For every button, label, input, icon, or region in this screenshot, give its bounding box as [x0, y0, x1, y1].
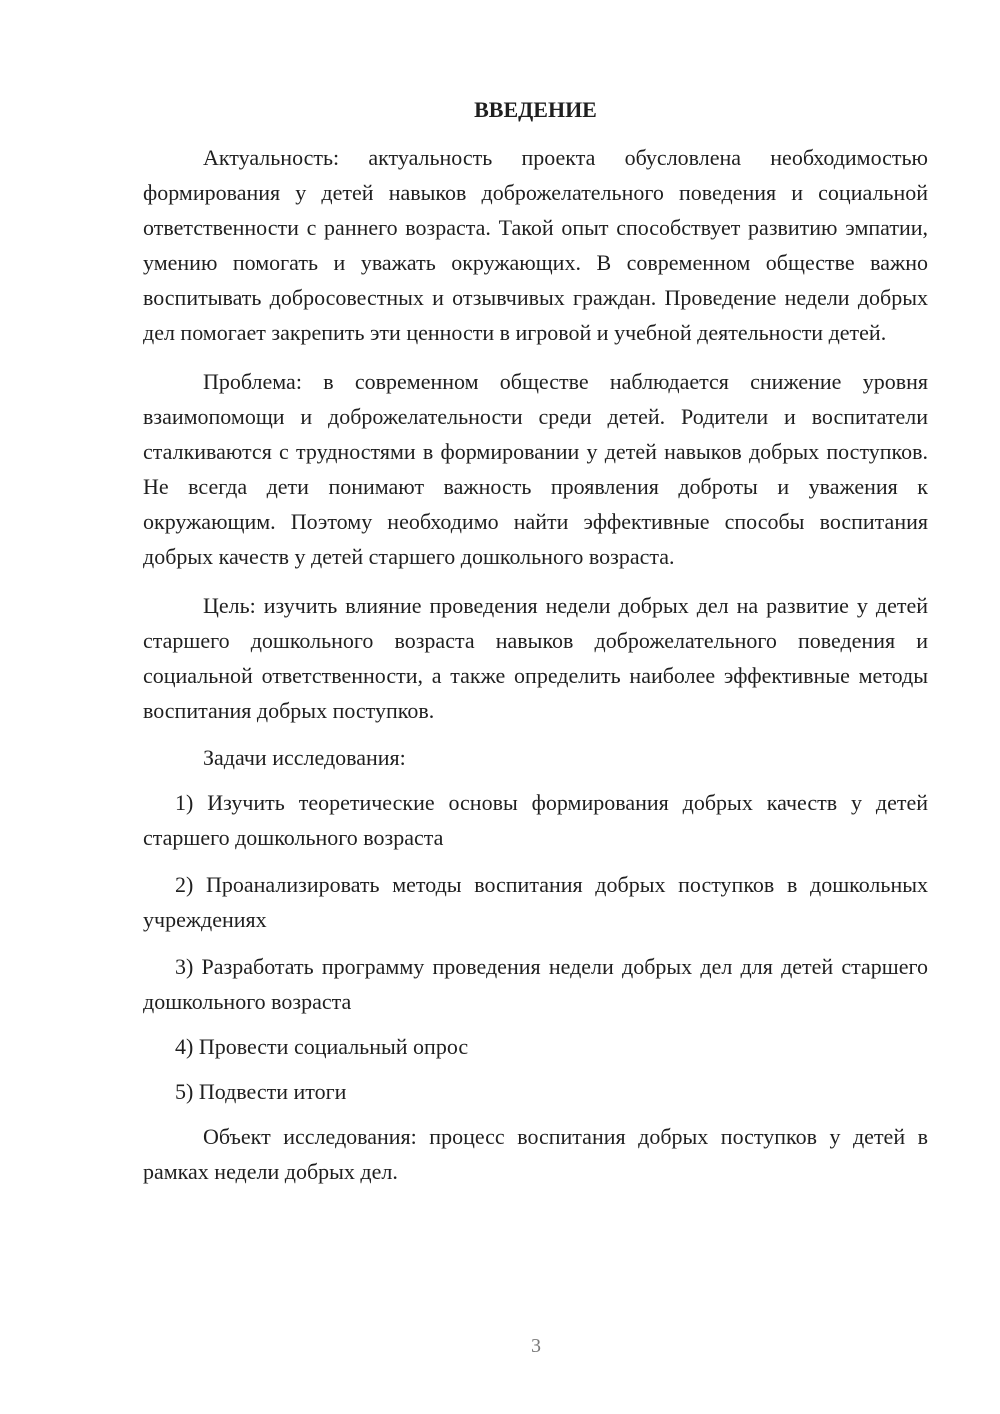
document-page: [143, 96, 928, 1189]
task-item-4: 4) Провести социальный опрос: [175, 1034, 469, 1059]
relevance-paragraph: Актуальность: актуальность проекта обусловлена необходимостью формирования у детей навыков доброжелательного поведения и социальной ответственности с раннего возраста. Такой опыт способствует развитию эмпатии, умению помогать и уважать окружающих. В современном обществе важно воспитывать добросовестных и отзывчивых граждан. Проведение недели добрых дел помогает закрепить эти ценности в игровой и учебной деятельности детей.: [143, 145, 928, 345]
tasks-heading: Задачи исследования:: [203, 745, 406, 770]
page-number: 3: [531, 1335, 541, 1357]
task-item-5: 5) Подвести итоги: [175, 1079, 347, 1104]
problem-paragraph: Проблема: в современном обществе наблюдается снижение уровня взаимопомощи и доброжелательности среди детей. Родители и воспитатели сталкиваются с трудностями в формировании у детей навыков добрых поступков. Не всегда дети понимают важность проявления доброты и уважения к окружающим. Поэтому необходимо найти эффективные способы воспитания добрых качеств у детей старшего дошкольного возраста.: [143, 369, 928, 569]
task-item-3: 3) Разработать программу проведения недели добрых дел для детей старшего дошкольного возраста: [143, 954, 928, 1014]
page-title: ВВЕДЕНИЕ: [474, 97, 597, 122]
task-item-2: 2) Проанализировать методы воспитания добрых поступков в дошкольных учреждениях: [143, 872, 928, 932]
goal-paragraph: Цель: изучить влияние проведения недели добрых дел на развитие у детей старшего дошкольного возраста навыков доброжелательного поведения и социальной ответственности, а также определить наиболее эффективные методы воспитания добрых поступков.: [143, 593, 928, 723]
task-item-1: 1) Изучить теоретические основы формирования добрых качеств у детей старшего дошкольного возраста: [143, 790, 928, 850]
object-paragraph: Объект исследования: процесс воспитания добрых поступков у детей в рамках недели добрых дел.: [143, 1124, 928, 1184]
